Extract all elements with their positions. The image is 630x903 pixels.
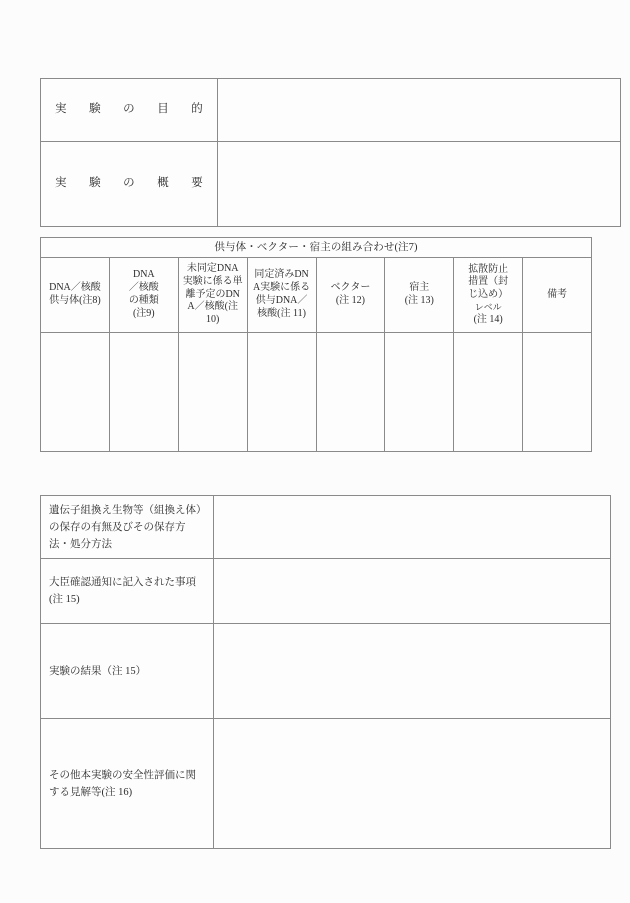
field-entry-experiment-purpose[interactable]	[218, 79, 621, 142]
column-header-identified-dna	[247, 258, 316, 333]
field-entry-experiment-outline[interactable]	[218, 142, 621, 227]
column-header-remarks	[523, 258, 592, 333]
header-line: 拡散防止	[468, 263, 509, 275]
field-entry-experiment-result[interactable]	[214, 624, 611, 719]
header-line: (注9)	[132, 307, 155, 319]
field-label-minister-notice: 大臣確認通知に記入された事項(注 15)	[41, 559, 214, 624]
header-line: ／核酸	[128, 282, 159, 294]
header-line: 離予定のDN	[185, 288, 240, 300]
experiment-items-table	[40, 495, 611, 849]
header-line: 未同定DNA	[186, 263, 239, 274]
combination-table-title: 供与体・ベクター・宿主の組み合わせ(注7)	[41, 238, 592, 258]
header-line: レベル	[474, 302, 502, 313]
table-row	[41, 142, 621, 227]
cell-donor[interactable]	[41, 333, 110, 452]
header-line: DNA	[132, 269, 155, 281]
table-row	[41, 624, 611, 719]
header-line: 同定済みDN	[254, 269, 309, 281]
column-header-unidentified-dna	[178, 258, 247, 333]
header-line: ベクター	[330, 282, 371, 294]
donor-vector-host-combination-table	[40, 237, 592, 452]
header-line: 核酸(注 11)	[257, 307, 306, 319]
field-label-storage-method: 遺伝子組換え生物等（組換え体）の保存の有無及びその保存方法・処分方法	[41, 496, 214, 559]
table-row	[41, 559, 611, 624]
field-label-experiment-purpose	[41, 79, 218, 142]
field-entry-minister-notice[interactable]	[214, 559, 611, 624]
header-line: 供与DNA／	[255, 295, 308, 306]
header-line: 措置（封	[468, 276, 509, 288]
header-line: 10)	[206, 314, 220, 326]
header-line: 宿主	[409, 282, 430, 294]
header-line: (注 12)	[335, 295, 366, 306]
purpose-outline-table	[40, 78, 621, 227]
table-row	[41, 719, 611, 849]
cell-unidentified-dna[interactable]	[178, 333, 247, 452]
header-line: A実験に係る	[252, 282, 311, 294]
table-row	[41, 79, 621, 142]
header-line: 供与体(注8)	[49, 295, 101, 306]
column-header-nucleic-acid-kind	[109, 258, 178, 333]
cell-remarks[interactable]	[523, 333, 592, 452]
header-line: 実験に係る単	[182, 275, 243, 287]
header-line: DNA／核酸	[49, 282, 101, 294]
cell-nucleic-acid-kind[interactable]	[109, 333, 178, 452]
header-line: (注 14)	[473, 313, 503, 325]
field-label-experiment-outline	[41, 142, 218, 227]
table-row	[41, 496, 611, 559]
header-line: A／核酸(注	[187, 301, 238, 313]
header-line: の種類	[128, 295, 159, 306]
field-label-experiment-result: 実験の結果（注 15）	[41, 624, 214, 719]
field-label-text: 実験の目的	[55, 103, 203, 116]
field-entry-storage-method[interactable]	[214, 496, 611, 559]
header-line: じ込め）	[468, 289, 509, 301]
column-header-containment-level	[454, 258, 523, 333]
table-row	[41, 333, 592, 452]
column-header-donor	[41, 258, 110, 333]
field-label-safety-opinion: その他本実験の安全性評価に関する見解等(注 16)	[41, 719, 214, 849]
table-title-row	[41, 238, 592, 258]
table-header-row	[41, 258, 592, 333]
column-header-host	[385, 258, 454, 333]
header-line: 備考	[547, 288, 568, 300]
field-entry-safety-opinion[interactable]	[214, 719, 611, 849]
cell-containment-level[interactable]	[454, 333, 523, 452]
cell-identified-dna[interactable]	[247, 333, 316, 452]
column-header-vector	[316, 258, 385, 333]
field-label-text: 実験の概要	[55, 177, 203, 190]
cell-host[interactable]	[385, 333, 454, 452]
header-line: (注 13)	[404, 295, 434, 306]
cell-vector[interactable]	[316, 333, 385, 452]
